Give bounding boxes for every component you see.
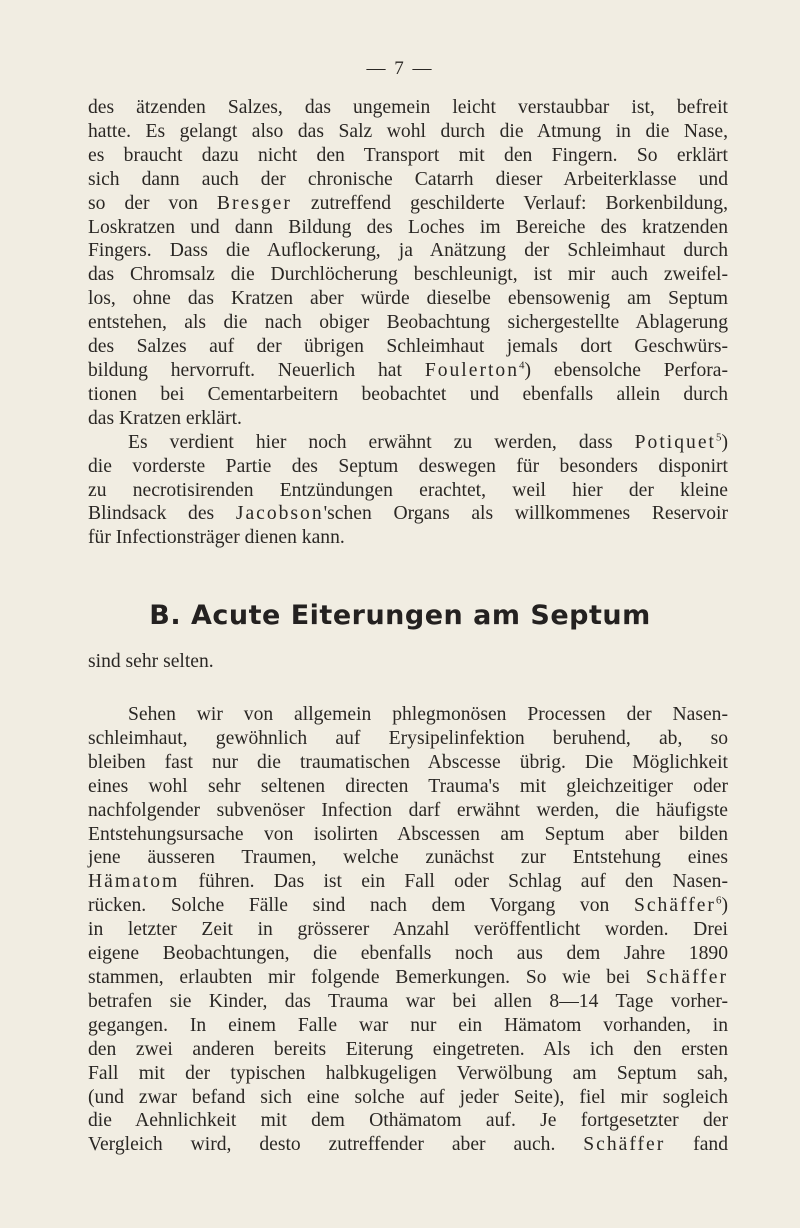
author-name: Schäffer <box>583 1134 666 1156</box>
author-name: Potiquet <box>634 431 716 453</box>
text-line: schleimhaut, gewöhnlich auf Erysipelinfektion beruhend, ab, so <box>88 727 728 749</box>
text-line: entstehen, als die nach obiger Beobachtung sichergestellte Ablagerung <box>88 312 728 334</box>
text-line: so der von Bresger zutreffend geschilderte Verlauf: Borkenbildung, <box>88 192 728 214</box>
text-line: Sehen wir von allgemein phlegmonösen Processen der Nasen- <box>128 704 728 725</box>
emphasized-term: Hämatom <box>88 871 180 893</box>
footnote-ref: 4 <box>519 359 525 372</box>
paragraph-abscesse <box>88 703 728 1157</box>
text-line: für Infectionsträger dienen kann. <box>88 527 345 549</box>
text-line: hatte. Es gelangt also das Salz wohl durch die Atmung in die Nase, <box>88 120 728 142</box>
text-line: bildung hervorruft. Neuerlich hat Foulerton$^4$) ebensolche Perfora- <box>88 359 728 381</box>
text-line: tionen bei Cementarbeitern beobachtet und ebenfalls allein durch <box>88 383 728 405</box>
section-heading: B. Acute Eiterungen am Septum <box>149 600 651 631</box>
text-line: Hämatom führen. Das ist ein Fall oder Schlag auf den Nasen- <box>88 871 728 893</box>
text-line: die vorderste Partie des Septum deswegen für besonders disponirt <box>88 455 728 477</box>
text-line: zu necrotisirenden Entzündungen erachtet, weil hier der kleine <box>88 479 728 501</box>
text-line: nachfolgender subvenöser Infection darf erwähnt werden, die häufigste <box>88 799 728 821</box>
author-name: Bresger <box>216 192 292 214</box>
text-line: den zwei anderen bereits Eiterung eingetreten. Als ich den ersten <box>88 1038 728 1060</box>
text-line: Fall mit der typischen halbkugeligen Verwölbung am Septum sah, <box>88 1062 728 1084</box>
text-line: Es verdient hier noch erwähnt zu werden, dass Potiquet$^5$) <box>128 431 728 453</box>
text-line: Blindsack des Jacobson'schen Organs als willkommenes Reservoir <box>88 503 728 525</box>
text-line: Loskratzen und dann Bildung des Loches im Bereiche des kratzenden <box>88 216 728 238</box>
text-line: Fingers. Dass die Auflockerung, ja Anätzung der Schleimhaut durch <box>88 240 728 262</box>
text-line: das Chromsalz die Durchlöcherung beschleunigt, ist mir auch zweifel- <box>88 264 728 286</box>
author-name: Schäffer <box>633 895 716 917</box>
text-line: eines wohl sehr seltenen directen Trauma's mit gleichzeitiger oder <box>88 775 728 797</box>
text-line: betrafen sie Kinder, das Trauma war bei allen 8—14 Tage vorher- <box>88 990 728 1012</box>
text-line: jene äusseren Traumen, welche zunächst zur Entstehung eines <box>88 847 728 869</box>
text-line: des Salzes auf der übrigen Schleimhaut jemals dort Geschwürs- <box>88 336 728 358</box>
text-line: gegangen. In einem Falle war nur ein Hämatom vorhanden, in <box>88 1014 728 1036</box>
text-line: rücken. Solche Fälle sind nach dem Vorgang von Schäffer$^6$) <box>88 894 728 917</box>
text-line: die Aehnlichkeit mit dem Othämatom auf. Je fortgesetzter der <box>88 1110 728 1132</box>
text-line: los, ohne das Kratzen aber würde dieselbe ebensowenig am Septum <box>88 288 728 310</box>
text-line: Entstehungsursache von isolirten Abscessen am Septum aber bilden <box>88 823 728 845</box>
author-name: Schäffer <box>645 966 728 988</box>
text-line: bleiben fast nur die traumatischen Abscesse übrig. Die Möglichkeit <box>88 751 728 773</box>
text-line: sind sehr selten. <box>88 651 214 672</box>
text-line: es braucht dazu nicht den Transport mit den Fingern. So erklärt <box>88 144 728 166</box>
footnote-ref: 6 <box>715 894 722 907</box>
page-number: — 7 — <box>366 58 434 79</box>
paragraph-chromsalz <box>88 96 728 550</box>
footnote-ref: 5 <box>715 431 722 444</box>
text-line: das Kratzen erklärt. <box>88 407 242 429</box>
text-line: (und zwar befand sich eine solche auf jeder Seite), fiel mir sogleich <box>88 1086 728 1108</box>
text-line: des ätzenden Salzes, das ungemein leicht verstaubbar ist, befreit <box>88 97 728 118</box>
author-name: Foulerton <box>424 359 520 381</box>
text-line: eigene Beobachtungen, die ebenfalls noch aus dem Jahre 1890 <box>88 943 728 965</box>
text-line: Vergleich wird, desto zutreffender aber auch. Schäffer fand <box>88 1134 728 1156</box>
text-line: in letzter Zeit in grösserer Anzahl veröffentlicht worden. Drei <box>88 919 728 941</box>
section-intro <box>88 650 728 674</box>
author-name: Jacobson <box>235 503 324 525</box>
text-line: sich dann auch der chronische Catarrh dieser Arbeiterklasse und <box>88 168 728 190</box>
text-line: stammen, erlaubten mir folgende Bemerkungen. So wie bei Schäffer <box>88 966 728 988</box>
